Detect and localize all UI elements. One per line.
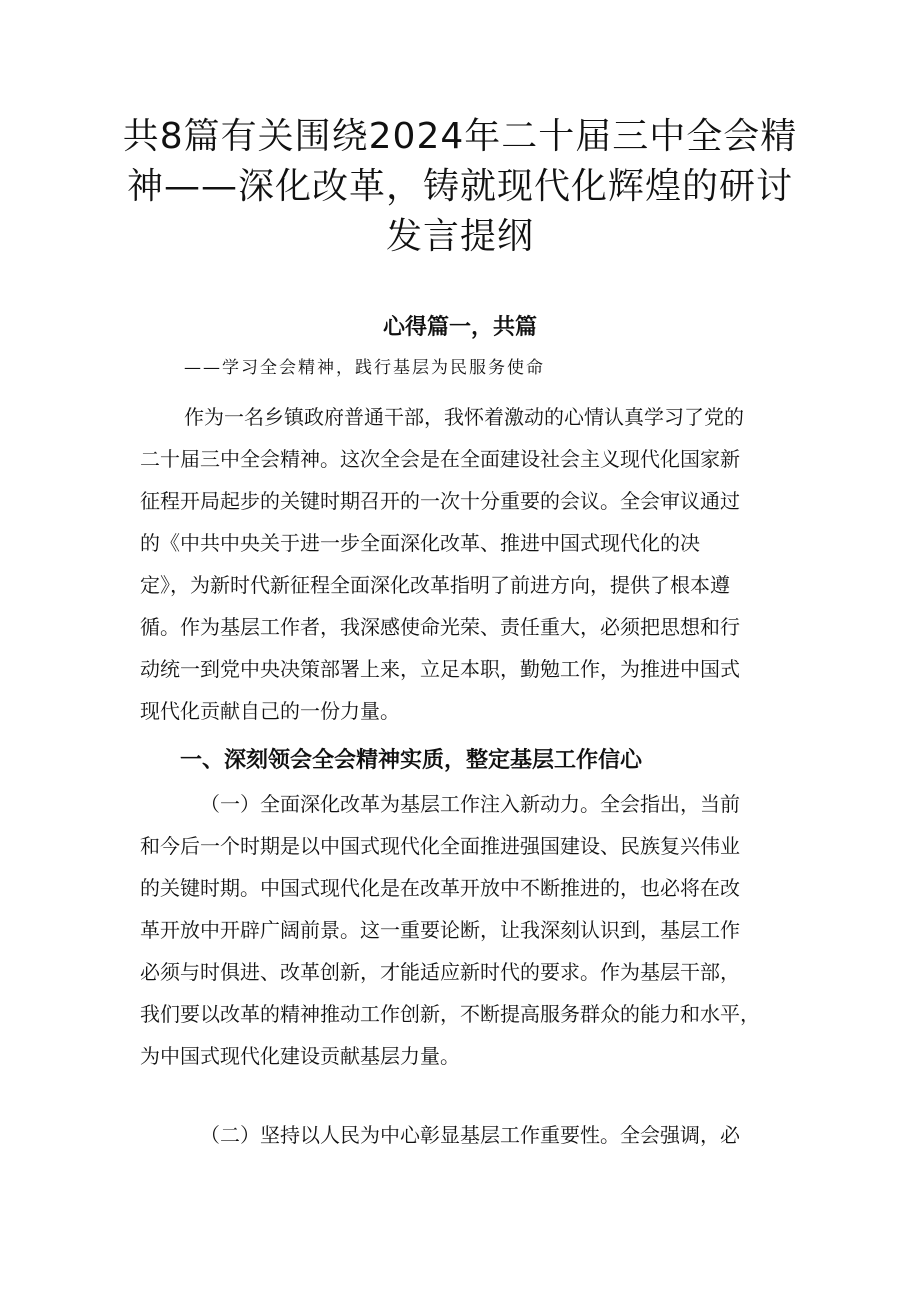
- paragraph-line: 征程开局起步的关键时期召开的一次十分重要的会议。全会审议通过: [140, 489, 740, 513]
- paragraph-1: [140, 783, 800, 1077]
- paragraph-2: [140, 1114, 800, 1156]
- intro-paragraph: [140, 396, 800, 732]
- paragraph-line: 和今后一个时期是以中国式现代化全面推进强国建设、民族复兴伟业: [140, 834, 740, 858]
- paragraph-line: 为中国式现代化建设贡献基层力量。: [140, 1044, 460, 1068]
- paragraph-line: （二）坚持以人民为中心彰显基层工作重要性。全会强调，必: [200, 1123, 740, 1147]
- paragraph-line: 动统一到党中央决策部署上来，立足本职，勤勉工作，为推进中国式: [140, 657, 740, 681]
- paragraph-line: 的《中共中央关于进一步全面深化改革、推进中国式现代化的决: [140, 531, 700, 555]
- section-title: 心得篇一，共篇: [382, 315, 537, 340]
- paragraph-line: 循。作为基层工作者，我深感使命光荣、责任重大，必须把思想和行: [140, 615, 740, 639]
- paragraph-line: 现代化贡献自己的一份力量。: [140, 699, 400, 723]
- paragraph-line: 我们要以改革的精神推动工作创新，不断提高服务群众的能力和水平，: [140, 1002, 760, 1026]
- title-line: 共8篇有关围绕2024年二十届三中全会精: [122, 116, 798, 157]
- subtitle: ——学习全会精神，践行基层为民服务使命: [184, 358, 545, 378]
- paragraph-line: 定》，为新时代新征程全面深化改革指明了前进方向，提供了根本遵: [140, 573, 730, 597]
- title-line: 发言提纲: [385, 216, 534, 257]
- paragraph-line: 二十届三中全会精神。这次全会是在全面建设社会主义现代化国家新: [140, 447, 740, 471]
- document-title: [120, 112, 800, 262]
- paragraph-line: 的关键时期。中国式现代化是在改革开放中不断推进的，也必将在改: [140, 876, 740, 900]
- paragraph-line: （一）全面深化改革为基层工作注入新动力。全会指出，当前: [200, 792, 740, 816]
- paragraph-line: 革开放中开辟广阔前景。这一重要论断，让我深刻认识到，基层工作: [140, 918, 740, 942]
- paragraph-line: 作为一名乡镇政府普通干部，我怀着激动的心情认真学习了党的: [184, 405, 744, 429]
- paragraph-line: 必须与时俱进、改革创新，才能适应新时代的要求。作为基层干部，: [140, 960, 740, 984]
- title-line: 神——深化改革，铸就现代化辉煌的研讨: [126, 166, 793, 207]
- section-heading-1: 一、深刻领会全会精神实质，整定基层工作信心: [180, 748, 643, 773]
